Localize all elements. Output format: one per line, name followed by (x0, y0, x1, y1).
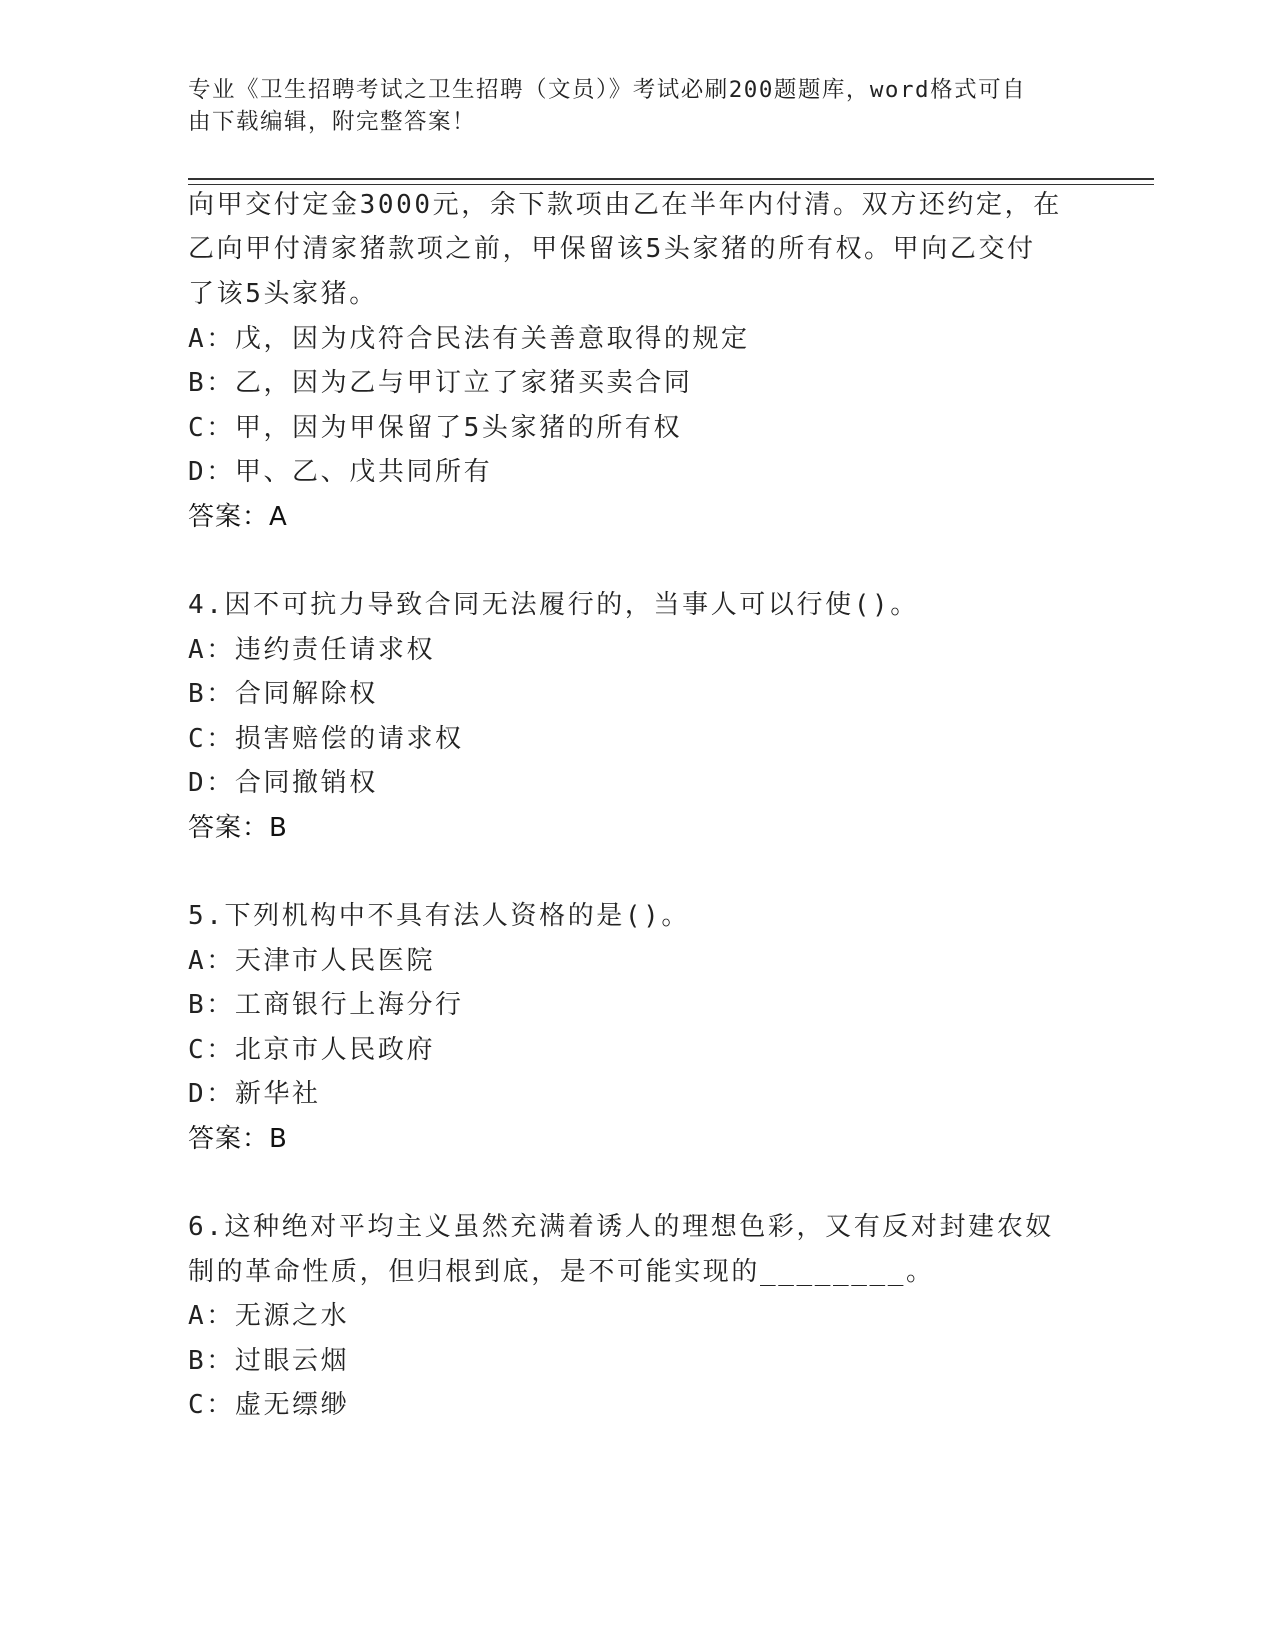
header-line-1: 专业《卫生招聘考试之卫生招聘（文员）》考试必刷200题题库，word格式可自 (188, 77, 1027, 103)
q3-option-b: B：乙，因为乙与甲订立了家猪买卖合同 (188, 368, 693, 398)
q3-stem-line-3: 了该5头家猪。 (188, 279, 378, 309)
q4-option-d: D：合同撤销权 (188, 768, 378, 798)
q5-answer: 答案：B (188, 1124, 288, 1154)
q3-stem-line-2: 乙向甲付清家猪款项之前，甲保留该5头家猪的所有权。甲向乙交付 (188, 234, 1036, 264)
q5-option-b: B：工商银行上海分行 (188, 990, 464, 1020)
header-divider-thick (188, 178, 1154, 180)
header-divider-thin (188, 184, 1154, 185)
q6-option-c: C：虚无缥缈 (188, 1390, 350, 1420)
q4-stem: 4.因不可抗力导致合同无法履行的，当事人可以行使()。 (188, 590, 919, 620)
q3-answer: 答案：A (188, 502, 288, 532)
q5-stem: 5.下列机构中不具有法人资格的是()。 (188, 901, 691, 931)
q3-option-a: A：戊，因为戊符合民法有关善意取得的规定 (188, 324, 750, 354)
q4-option-a: A：违约责任请求权 (188, 635, 436, 665)
q6-option-a: A：无源之水 (188, 1301, 350, 1331)
q6-stem-line-2: 制的革命性质，但归根到底，是不可能实现的________。 (188, 1257, 935, 1287)
q6-option-b: B：过眼云烟 (188, 1346, 350, 1376)
q5-option-c: C：北京市人民政府 (188, 1035, 436, 1065)
q5-option-a: A：天津市人民医院 (188, 946, 436, 976)
document-header (188, 74, 1068, 138)
q4-option-c: C：损害赔偿的请求权 (188, 724, 464, 754)
q6-stem-line-1: 6.这种绝对平均主义虽然充满着诱人的理想色彩，又有反对封建农奴 (188, 1212, 1054, 1242)
q3-stem-line-1: 向甲交付定金3000元，余下款项由乙在半年内付清。双方还约定，在 (188, 190, 1062, 220)
q3-option-d: D：甲、乙、戊共同所有 (188, 457, 493, 487)
header-line-2: 由下载编辑，附完整答案！ (188, 109, 477, 135)
q3-option-c: C：甲，因为甲保留了5头家猪的所有权 (188, 413, 683, 443)
q4-answer: 答案：B (188, 813, 288, 843)
q4-option-b: B：合同解除权 (188, 679, 378, 709)
q5-option-d: D：新华社 (188, 1079, 321, 1109)
